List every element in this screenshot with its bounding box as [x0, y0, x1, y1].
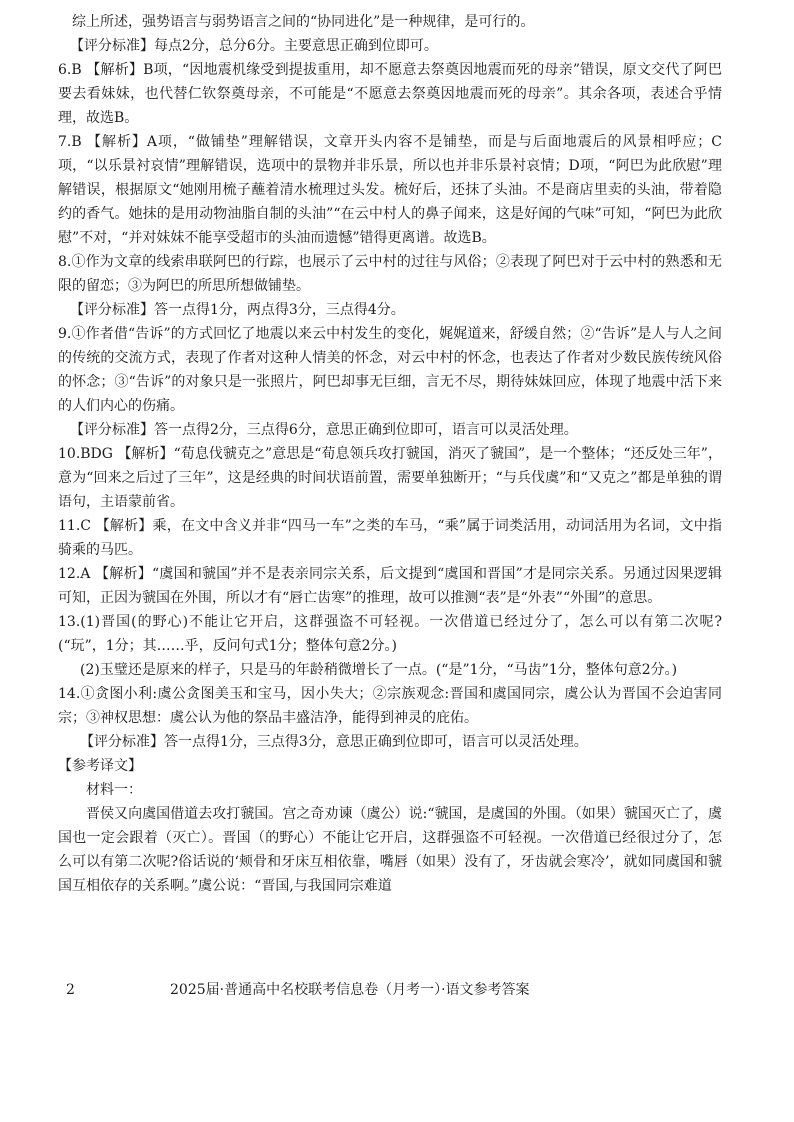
answer-11: 11.C 【解析】乘，在文中含义并非“四马一车”之类的车马，“乘”属于词类活用，动词活用为名词，文中指骑乘的马匹。 [58, 518, 722, 558]
summary-line: 综上所述，强势语言与弱势语言之间的“协同进化”是一种规律，是可行的。 [72, 14, 535, 30]
scoring-criteria: 【评分标准】答一点得2分，三点得6分，意思正确到位即可，语言可以灵活处理。 [70, 422, 578, 438]
footer-title: 2025届·普通高中名校联考信息卷（月考一）·语文参考答案 [170, 982, 530, 998]
answer-14: 14.①贪图小利:虞公贪图美玉和宝马，因小失大；②宗族观念:晋国和虞国同宗，虞公认为晋国不会迫害同宗；③神权思想：虞公认为他的祭品丰盛洁净，能得到神灵的庇佑。 [58, 686, 722, 726]
answer-12: 12.A 【解析】“虞国和虢国”并不是表亲同宗关系，后文提到“虞国和晋国”才是同宗关系。另通过因果逻辑可知，正因为虢国在外围，所以才有“唇亡齿寒”的推理，故可以推测“表”是“外表”“外围”的意思。 [58, 566, 722, 606]
material-one-label: 材料一： [86, 782, 142, 798]
scoring-criteria: 【评分标准】每点2分，总分6分。主要意思正确到位即可。 [70, 38, 438, 54]
translation-paragraph: 晋侯又向虞国借道去攻打虢国。宫之奇劝谏（虞公）说:“虢国，是虞国的外围。（如果）虢国灭亡了，虞国也一定会跟着（灭亡）。晋国（的野心）不能让它开启，这群强盗不可轻视。一次借道已经很过分了，怎么可以有第二次呢?俗话说的‘颊骨和牙床互相依靠，嘴唇（如果）没有了，牙齿就会寒冷’，就如同虞国和虢国互相依存的关系啊。”虞公说：“晋国,与我国同宗难道 [58, 806, 722, 894]
page-number: 2 [66, 982, 75, 998]
reference-translation-heading: 【参考译文】 [58, 758, 142, 774]
answer-8: 8.①作为文章的线索串联阿巴的行踪，也展示了云中村的过往与风俗；②表现了阿巴对于云中村的熟悉和无限的留恋；③为阿巴的所思所想做铺垫。 [58, 254, 722, 294]
answer-6: 6.B 【解析】B项，“因地震机缘受到提拔重用，却不愿意去祭奠因地震而死的母亲”错误，原文交代了阿巴要去看妹妹，也代替仁钦祭奠母亲，不可能是“不愿意去祭奠因地震而死的母亲”。其余各项，表述合乎情理，故选B。 [58, 62, 722, 126]
page-footer [0, 978, 794, 1002]
answer-9: 9.①作者借“告诉”的方式回忆了地震以来云中村发生的变化，娓娓道来，舒缓自然；②“告诉”是人与人之间的传统的交流方式，表现了作者对这种人情美的怀念，对云中村的怀念，也表达了作者对少数民族传统风俗的怀念；③“告诉”的对象只是一张照片，阿巴却事无巨细，言无不尽，期待妹妹回应，体现了地震中活下来的人们内心的伤痛。 [58, 326, 722, 414]
scoring-criteria: 【评分标准】答一点得1分，三点得3分，意思正确到位即可，语言可以灵活处理。 [80, 734, 588, 750]
scoring-criteria: 【评分标准】答一点得1分，两点得3分，三点得4分。 [70, 302, 405, 318]
answer-13-1: 13.(1)晋国(的野心)不能让它开启，这群强盗不可轻视。一次借道已经过分了，怎么可以有第二次呢?(“玩”，1分；其……乎，反问句式1分；整体句意2分。) [58, 614, 722, 654]
answer-10: 10.BDG 【解析】“荀息伐虢克之”意思是“荀息领兵攻打虢国，消灭了虢国”，是一个整体；“还反处三年”，意为“回来之后过了三年”，这是经典的时间状语前置，需要单独断开；“与兵伐虞”和“又克之”都是单独的谓语句，主语蒙前省。 [58, 446, 722, 510]
answer-content [58, 10, 722, 898]
answer-7: 7.B 【解析】A项，“做铺垫”理解错误，文章开头内容不是铺垫，而是与后面地震后的风景相呼应；C项，“以乐景衬哀情”理解错误，选项中的景物并非乐景，所以也并非乐景衬哀情；D项，“阿巴为此欣慰”理解错误，根据原文“她刚用梳子蘸着清水梳理过头发。梳好后，还抹了头油。不是商店里卖的头油，带着隐约的香气。她抹的是用动物油脂自制的头油”“在云中村人的鼻子闻来，这是好闻的气味”可知，“阿巴为此欣慰”不对，“并对妹妹不能享受超市的头油而遗憾”错得更离谱。故选B。 [58, 134, 722, 246]
answer-13-2: (2)玉璧还是原来的样子，只是马的年龄稍微增长了一点。(“是”1分，“马齿”1分，整体句意2分。) [80, 662, 678, 678]
